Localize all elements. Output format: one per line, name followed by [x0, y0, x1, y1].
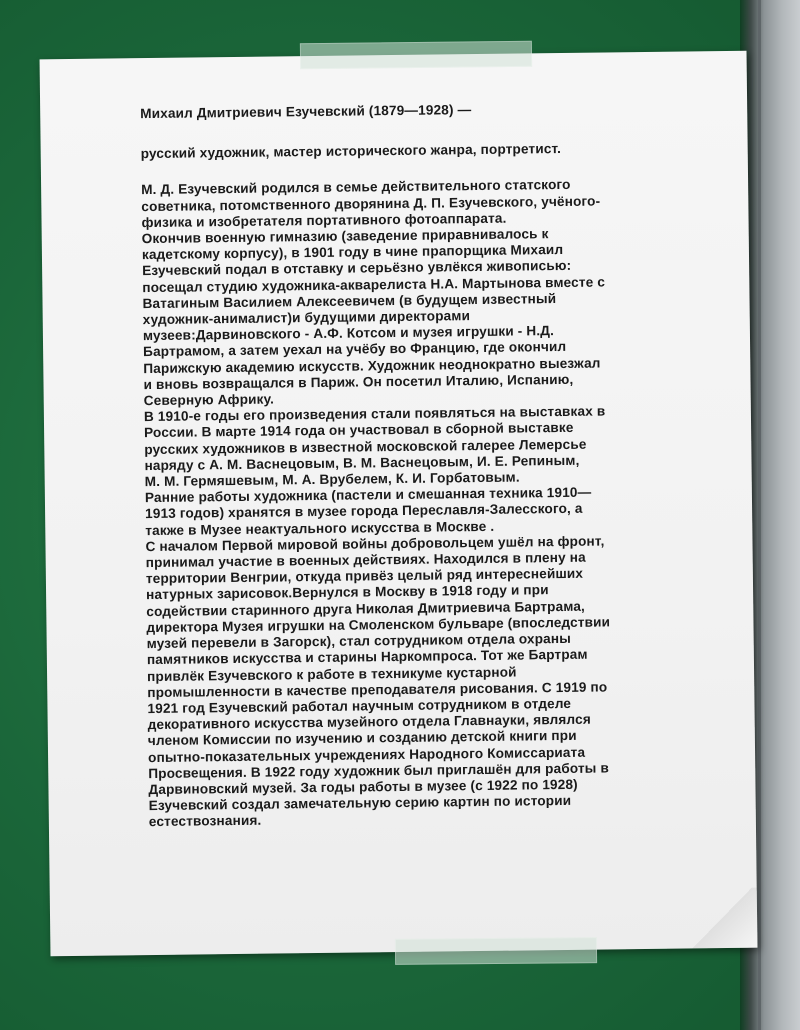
placard-body-line: декоративного искусства музейного отдела Главнауки, являлся [147, 711, 591, 733]
placard-body-line: М. М. Гермяшевым, М. А. Врубелем, К. И. Горбатовым. [144, 469, 520, 490]
placard-body-line: С началом Первой мировой войны добровольцем ушёл на фронт, [145, 533, 605, 554]
placard-body-line: промышленности в качестве преподавателя рисования. С 1919 по [147, 679, 608, 700]
placard-subheading: русский художник, мастер исторического жанра, портретист. [140, 141, 562, 162]
placard-body-line: физика и изобретателя портативного фотоаппарата. [141, 210, 507, 230]
placard-body-line: М. Д. Езучевский родился в семье действительного статского [141, 177, 571, 198]
tape-top [300, 41, 532, 69]
placard-body-line: Ватагиным Василием Алексеевичем (в будущем известный [142, 290, 557, 311]
tape-bottom [395, 937, 597, 965]
placard-body-line: Окончив военную гимназию (заведение приравнивалось к [141, 226, 549, 247]
placard-body-line: содействии старинного друга Николая Дмитриевича Бартрама, [146, 598, 586, 619]
placard-body-line: Бартрамом, а затем уехал на учёбу во Францию, где окончил [143, 339, 567, 360]
placard-body-line: художник-анималист)и будущими директорами [142, 308, 471, 328]
placard-body-line: памятников искусства и старины Наркомпроса. Тот же Бартрам [146, 646, 588, 668]
placard-text [140, 99, 729, 831]
placard-body-line: посещал студию художника-акварелиста Н.А. Мартынова вместе с [142, 274, 606, 295]
placard-body-line: также в Музее неактуального искусства в Москве . [145, 518, 495, 538]
placard-body-line: натурных зарисовок.Вернулся в Москву в 1918 году и при [146, 582, 549, 603]
placard-body-line: естествознания. [148, 813, 262, 830]
placard-body-line: музеев:Дарвиновского - А.Ф. Котсом и музея игрушки - Н.Д. [142, 323, 555, 344]
placard-body-line: наряду с А. М. Васнецовым, В. М. Васнецовым, И. Е. Репиным, [144, 452, 580, 473]
placard-body-line: Просвещения. В 1922 году художник был приглашён для работы в [148, 760, 610, 781]
placard-body-line: Дарвиновский музей. За годы работы в музее (с 1922 по 1928) [148, 776, 578, 797]
placard-body-line: территории Венгрии, откуда привёз целый ряд интереснейших [145, 566, 584, 587]
placard-body-line: и вновь возвращался в Париж. Он посетил Италию, Испанию, [143, 371, 574, 392]
placard-body-line: Северную Африку. [143, 391, 275, 409]
placard-body-line: России. В марте 1914 года он участвовал в сборной выставке [144, 420, 574, 441]
placard-body-line: советника, потомственного дворянина Д. П. Езучевского, учёного- [141, 193, 601, 214]
placard-body-line: музей перевели в Загорск), стал сотрудником отдела охраны [146, 630, 572, 652]
placard-body-line: кадетскому корпусу), в 1901 году в чине прапорщика Михаил [141, 242, 564, 263]
placard-body-line: опытно-показательных учреждениях Народного Комиссариата [147, 744, 586, 765]
placard-body-line: членом Комиссии по изучению и созданию детской книги при [147, 728, 577, 749]
placard-body-line: В 1910-е годы его произведения стали появляться на выставках в [143, 403, 606, 425]
info-placard [40, 51, 758, 957]
frame-seam [758, 0, 761, 1030]
placard-body [141, 175, 729, 830]
placard-body-line: Езучевский подал в отставку и серьёзно увлёкся живописью: [142, 258, 572, 279]
paper-curl [687, 888, 758, 949]
placard-body-line: привлёк Езучевского к работе в техникуме кустарной [146, 664, 517, 684]
placard-body-line: Парижскую академию искусств. Художник неоднократно выезжал [143, 355, 601, 376]
placard-body-line: 1913 годов) хранятся в музее города Переславля-Залесского, а [145, 501, 583, 522]
placard-body-line: русских художников в известной московской галерее Лемерсье [144, 436, 587, 457]
placard-body-line: директора Музея игрушки на Смоленском бульваре (впоследствии [146, 614, 611, 635]
placard-body-line: Езучевский создал замечательную серию картин по истории [148, 793, 572, 814]
placard-heading: Михаил Дмитриевич Езучевский (1879—1928) — [140, 102, 472, 122]
placard-body-line: Ранние работы художника (пастели и смешанная техника 1910— [144, 484, 592, 506]
placard-body-line: 1921 год Езучевский работал научным сотрудником в отделе [147, 695, 572, 716]
placard-body-line: принимал участие в военных действиях. Находился в плену на [145, 549, 586, 571]
